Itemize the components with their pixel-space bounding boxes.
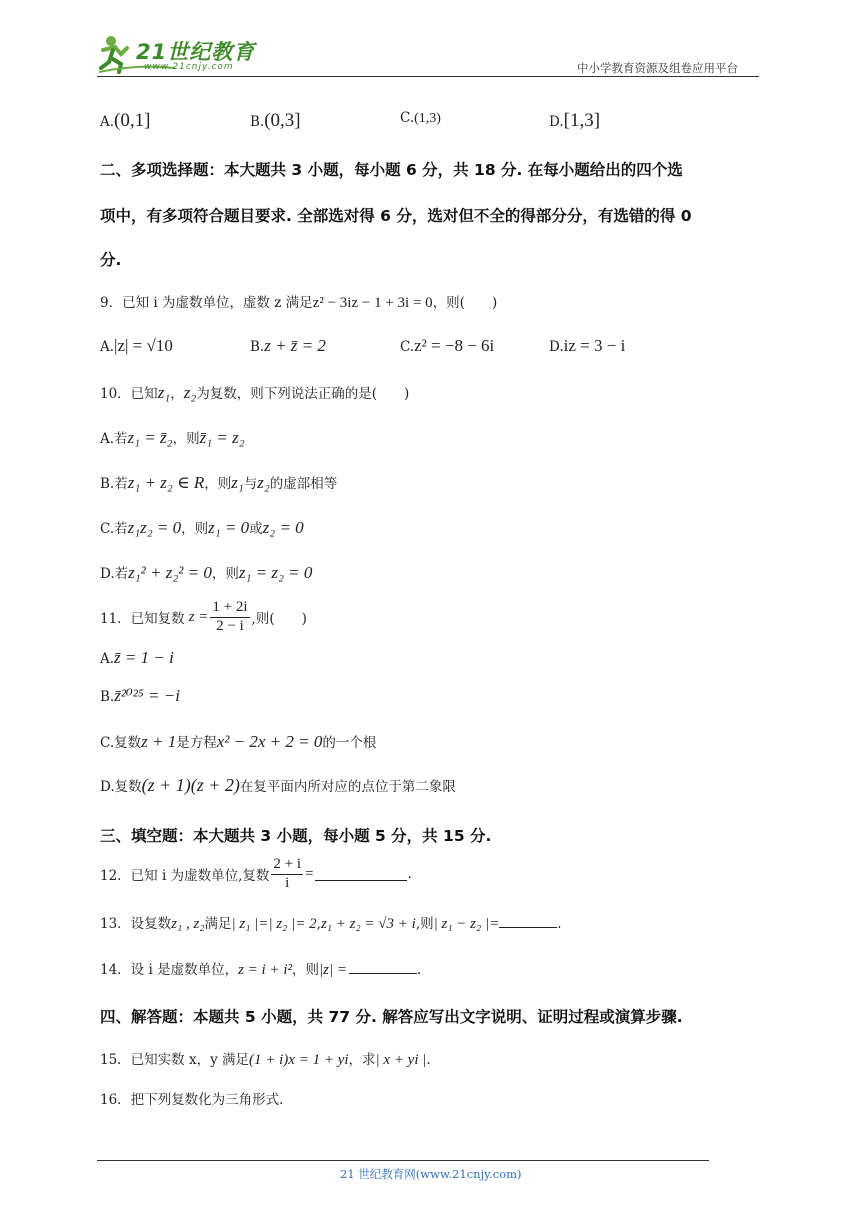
option-text: ，则 — [211, 566, 239, 582]
option-math: z̄₁ = z₂ — [199, 428, 245, 447]
stem-math: | x + yi | — [375, 1052, 427, 1068]
option-text: ，则 — [204, 476, 232, 492]
stem-math: | z₁ |=| z₂ |= 2 — [231, 916, 317, 932]
stem-text: . — [426, 1052, 431, 1068]
fraction-numerator: 2 + i — [271, 857, 303, 875]
stem-text: 满足 — [204, 916, 232, 932]
option-label: C. — [400, 339, 415, 355]
q11-option-d — [100, 775, 456, 796]
stem-math: z₁ + z₂ = √3 + i — [320, 916, 416, 932]
option-label: B. — [100, 689, 115, 705]
stem-var: z₂ — [183, 383, 197, 402]
option-text: C.若 — [100, 521, 128, 537]
option-text: C.复数 — [100, 735, 142, 751]
option-math: z₁ + z₂ ∈ R — [127, 473, 205, 492]
fraction-denominator: 2 − i — [216, 617, 244, 634]
q11-option-b — [100, 686, 180, 706]
option-math: z² = −8 − 6i — [414, 336, 495, 355]
option-text: 是方程 — [176, 735, 217, 751]
q11-stem — [100, 600, 307, 635]
stem-math: (1 + i)x = 1 + yi — [249, 1052, 349, 1068]
option-math: z + 1 — [141, 732, 177, 751]
option-math: z₁ = z̄₂ — [127, 428, 173, 447]
option-math: z₁ = 0 — [208, 518, 250, 537]
option-math: |z| = √10 — [114, 336, 173, 355]
option-label: A. — [100, 651, 115, 667]
stem-equation: z² − 3iz − 1 + 3i = 0 — [312, 295, 433, 311]
option-label: C. — [400, 110, 415, 126]
stem-math: z = — [188, 608, 209, 625]
stem-text: ， — [170, 386, 184, 402]
answer-blank[interactable] — [349, 961, 417, 974]
q10-option-a — [100, 427, 245, 448]
option-label: B. — [250, 114, 265, 130]
stem-text: ，则 — [292, 962, 319, 978]
footer-link[interactable]: 21 世纪教育网(www.21cnjy.com) — [340, 1167, 522, 1181]
stem-text: . — [416, 962, 422, 978]
stem-text: ,则 — [415, 916, 434, 932]
stem-text: . — [407, 866, 412, 883]
q10-option-c — [100, 517, 304, 538]
q8-option-a — [100, 110, 150, 132]
option-math: (0,1] — [114, 110, 151, 131]
option-text: D.复数 — [100, 779, 142, 795]
stem-math: = — [305, 865, 314, 882]
q8-option-c — [400, 110, 441, 127]
answer-blank[interactable] — [499, 915, 557, 928]
stem-fraction — [210, 600, 249, 635]
stem-var: z₁ — [157, 383, 171, 402]
option-math: (z + 1)(z + 2) — [141, 775, 240, 795]
q9-stem — [100, 291, 497, 312]
option-math: z₁ = z₂ = 0 — [238, 563, 313, 582]
stem-text: 9．已知 i 为虚数单位，虚数 z 满足 — [100, 295, 313, 311]
q12-stem — [100, 857, 412, 892]
stem-text: . — [557, 916, 562, 932]
option-label: D. — [549, 114, 564, 130]
option-label: B. — [250, 339, 265, 355]
q10-option-b — [100, 472, 337, 493]
option-math: x² − 2x + 2 = 0 — [216, 732, 323, 751]
option-text: B.若 — [100, 476, 128, 492]
section3-title: 三、填空题：本大题共 3 小题，每小题 5 分，共 15 分. — [100, 827, 492, 845]
stem-math: z₁ , z₂ — [171, 916, 205, 932]
option-math: iz = 3 − i — [563, 336, 626, 355]
stem-text: ，则( ) — [432, 295, 498, 311]
fraction-denominator: i — [285, 874, 290, 891]
option-text: A.若 — [100, 431, 128, 447]
stem-math: |z| = — [319, 962, 347, 978]
q16-stem: 16．把下列复数化为三角形式. — [100, 1092, 284, 1108]
stem-text: , — [316, 916, 321, 932]
header-divider — [97, 76, 759, 77]
q13-stem — [100, 912, 562, 933]
option-text: ，则 — [172, 431, 200, 447]
q9-option-b — [250, 336, 326, 356]
q9-option-a — [100, 336, 173, 356]
logo-text: 21世纪教育 — [136, 40, 256, 64]
stem-fraction — [271, 857, 303, 892]
fraction-numerator: 1 + 2i — [210, 600, 249, 618]
option-math: z₂ = 0 — [262, 518, 304, 537]
stem-text: 13．设复数 — [100, 916, 172, 932]
stem-text: 10．已知 — [100, 386, 158, 402]
stem-text: 为复数，则下列说法正确的是( ) — [196, 386, 410, 402]
answer-blank[interactable] — [315, 868, 407, 881]
q11-option-a — [100, 648, 174, 668]
option-math: z₁² + z₂² = 0 — [128, 563, 212, 582]
q8-option-d — [549, 110, 600, 132]
stem-text: 15．已知实数 x，y 满足 — [100, 1052, 250, 1068]
option-math: z₁z₂ = 0 — [127, 518, 182, 537]
q11-option-c — [100, 731, 376, 752]
option-math: z̄²⁰²⁵ = −i — [114, 686, 180, 705]
option-text: 或 — [249, 521, 263, 537]
logo-url: www.21cnjy.com — [144, 62, 234, 72]
header-right-text: 中小学教育资源及组卷应用平台 — [577, 61, 738, 75]
option-text: 与 — [243, 476, 258, 492]
footer-divider — [97, 1160, 709, 1161]
option-text: ，则 — [181, 521, 209, 537]
q8-option-b — [250, 110, 301, 132]
option-label: A. — [100, 114, 115, 130]
section2-line2: 项中，有多项符合题目要求. 全部选对得 6 分，选对但不全的得部分分，有选错的得 0 — [100, 207, 692, 225]
option-math: z + z̄ = 2 — [264, 336, 326, 355]
stem-math: | z₁ − z₂ |= — [433, 916, 500, 932]
q14-stem — [100, 958, 421, 979]
option-text: 的虚部相等 — [269, 476, 338, 492]
section2-line1: 二、多项选择题：本大题共 3 小题，每小题 6 分，共 18 分. 在每小题给出的四个选 — [100, 161, 683, 179]
section2-line3: 分. — [100, 251, 122, 269]
q10-stem — [100, 382, 409, 403]
option-math: z₁ — [231, 473, 244, 492]
q15-stem — [100, 1048, 431, 1069]
option-text: 的一个根 — [322, 735, 377, 751]
option-math: [1,3] — [563, 110, 601, 131]
q10-option-d — [100, 562, 312, 583]
section4-title: 四、解答题：本题共 5 小题，共 77 分. 解答应写出文字说明、证明过程或演算步骤. — [100, 1008, 683, 1026]
option-text: D.若 — [100, 566, 129, 582]
option-math: z₂ — [257, 473, 270, 492]
option-label: A. — [100, 339, 115, 355]
option-math: z̄ = 1 − i — [114, 648, 174, 667]
stem-text: 14．设 i 是虚数单位， — [100, 962, 239, 978]
stem-text: ,则( ) — [251, 611, 307, 628]
stem-math: z = i + i² — [238, 962, 292, 978]
option-label: D. — [549, 339, 564, 355]
stem-text: ，求 — [348, 1052, 376, 1068]
option-text: 在复平面内所对应的点位于第二象限 — [239, 779, 456, 795]
option-math: (1,3) — [414, 111, 441, 126]
option-math: (0,3] — [264, 110, 301, 131]
stem-text: 11．已知复数 — [100, 611, 185, 628]
stem-text: 12．已知 i 为虚数单位,复数 — [100, 868, 270, 885]
q9-option-c — [400, 336, 494, 356]
q9-option-d — [549, 336, 625, 356]
